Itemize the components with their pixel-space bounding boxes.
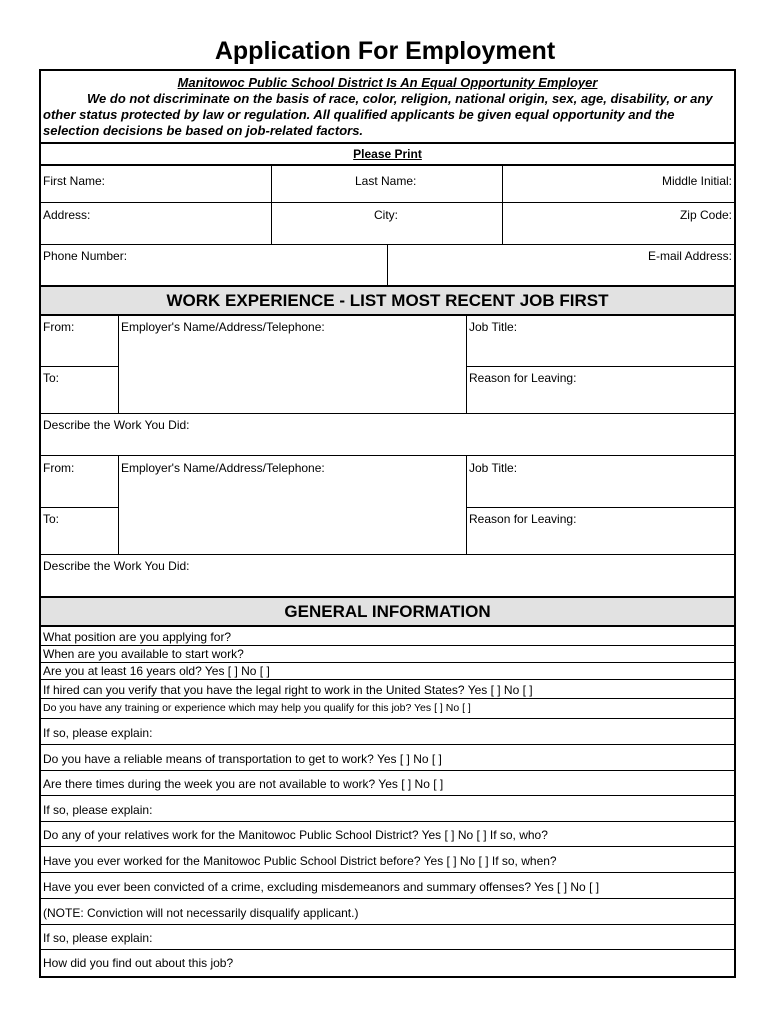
first-name-label: First Name: xyxy=(43,174,106,188)
city-field[interactable] xyxy=(272,203,502,244)
job2-employer-field[interactable] xyxy=(119,456,466,554)
question-unavailable-times[interactable]: Are there times during the week you are not available to work? Yes [ ] No [ ] xyxy=(43,777,444,791)
divider xyxy=(41,795,734,796)
employer-label: Employer's Name/Address/Telephone: xyxy=(121,320,325,334)
job1-reason-field[interactable] xyxy=(467,367,734,413)
to-label: To: xyxy=(43,512,60,526)
divider xyxy=(41,164,734,166)
general-information-title: GENERAL INFORMATION xyxy=(284,602,491,621)
eeo-statement: We do not discriminate on the basis of race, color, religion, national origin, sex, age, disability, or any other status protected by law or regulation. All qualified applicants be given equal opportunity and the selection decisions be based on job-related factors. xyxy=(43,91,713,138)
middle-initial-label: Middle Initial: xyxy=(661,174,732,188)
question-transportation[interactable]: Do you have a reliable means of transportation to get to work? Yes [ ] No [ ] xyxy=(43,752,442,766)
job1-describe-field[interactable] xyxy=(41,414,734,455)
please-print-label: Please Print xyxy=(353,147,422,161)
divider xyxy=(466,507,734,508)
divider xyxy=(387,244,388,286)
zip-code-field[interactable] xyxy=(503,203,734,244)
divider xyxy=(466,455,467,554)
divider xyxy=(41,744,734,745)
from-label: From: xyxy=(43,461,75,475)
job2-job-title-field[interactable] xyxy=(467,456,734,507)
divider xyxy=(41,846,734,847)
divider xyxy=(41,898,734,899)
divider xyxy=(41,507,118,508)
to-label: To: xyxy=(43,371,60,385)
question-relatives[interactable]: Do any of your relatives work for the Manitowoc Public School District? Yes [ ] No [ ] If so, who? xyxy=(43,828,548,842)
divider xyxy=(118,455,119,554)
email-label: E-mail Address: xyxy=(647,249,732,263)
divider xyxy=(41,718,734,719)
divider xyxy=(41,770,734,771)
last-name-label: Last Name: xyxy=(355,174,417,188)
work-experience-title: WORK EXPERIENCE - LIST MOST RECENT JOB FIRST xyxy=(166,291,609,310)
describe-work-label: Describe the Work You Did: xyxy=(43,418,190,432)
job2-from-field[interactable] xyxy=(41,456,118,507)
reason-leaving-label: Reason for Leaving: xyxy=(469,371,577,385)
address-label: Address: xyxy=(43,208,91,222)
question-available[interactable]: When are you available to start work? xyxy=(43,647,244,661)
phone-field[interactable] xyxy=(41,245,387,285)
divider xyxy=(41,698,734,699)
address-field[interactable] xyxy=(41,203,271,244)
divider xyxy=(41,366,118,367)
divider xyxy=(41,679,734,680)
divider xyxy=(41,924,734,925)
employer-label: Employer's Name/Address/Telephone: xyxy=(121,461,325,475)
job1-to-field[interactable] xyxy=(41,367,118,413)
divider xyxy=(41,949,734,950)
email-field[interactable] xyxy=(388,245,734,285)
question-training[interactable]: Do you have any training or experience which may help you qualify for this job? Yes [ ] No [ ] xyxy=(43,702,471,714)
last-name-field[interactable] xyxy=(272,167,502,201)
city-label: City: xyxy=(374,208,398,222)
question-explain-times[interactable]: If so, please explain: xyxy=(43,803,153,817)
divider xyxy=(41,821,734,822)
job1-employer-field[interactable] xyxy=(119,317,466,413)
divider xyxy=(41,662,734,663)
divider xyxy=(41,645,734,646)
divider xyxy=(41,872,734,873)
middle-initial-field[interactable] xyxy=(503,167,734,201)
question-explain-conviction[interactable]: If so, please explain: xyxy=(43,931,153,945)
job-title-label: Job Title: xyxy=(469,461,518,475)
divider xyxy=(118,316,119,413)
job1-job-title-field[interactable] xyxy=(467,317,734,366)
question-age[interactable]: Are you at least 16 years old? Yes [ ] No [ ] xyxy=(43,664,270,678)
question-convicted[interactable]: Have you ever been convicted of a crime, excluding misdemeanors and summary offenses? Yes [ ] No [ ] xyxy=(43,880,600,894)
divider xyxy=(466,366,734,367)
conviction-note: (NOTE: Conviction will not necessarily disqualify applicant.) xyxy=(43,906,359,920)
divider xyxy=(41,142,734,144)
question-position[interactable]: What position are you applying for? xyxy=(43,630,232,644)
job2-to-field[interactable] xyxy=(41,508,118,554)
describe-work-label: Describe the Work You Did: xyxy=(43,559,190,573)
job-title-label: Job Title: xyxy=(469,320,518,334)
eeo-heading: Manitowoc Public School District Is An Equal Opportunity Employer xyxy=(177,75,598,90)
page-title: Application For Employment xyxy=(214,37,556,65)
phone-label: Phone Number: xyxy=(43,249,128,263)
question-legal-right[interactable]: If hired can you verify that you have the legal right to work in the United States? Yes [ ] No [ ] xyxy=(43,683,533,697)
question-find-job[interactable]: How did you find out about this job? xyxy=(43,956,234,970)
question-explain-training[interactable]: If so, please explain: xyxy=(43,726,153,740)
divider xyxy=(466,316,467,413)
job2-reason-field[interactable] xyxy=(467,508,734,554)
job1-from-field[interactable] xyxy=(41,317,118,366)
question-worked-before[interactable]: Have you ever worked for the Manitowoc Public School District before? Yes [ ] No [ ] If so, when? xyxy=(43,854,557,868)
zip-code-label: Zip Code: xyxy=(679,208,732,222)
reason-leaving-label: Reason for Leaving: xyxy=(469,512,577,526)
first-name-field[interactable] xyxy=(41,167,271,201)
application-form xyxy=(39,69,736,978)
from-label: From: xyxy=(43,320,75,334)
job2-describe-field[interactable] xyxy=(41,555,734,596)
